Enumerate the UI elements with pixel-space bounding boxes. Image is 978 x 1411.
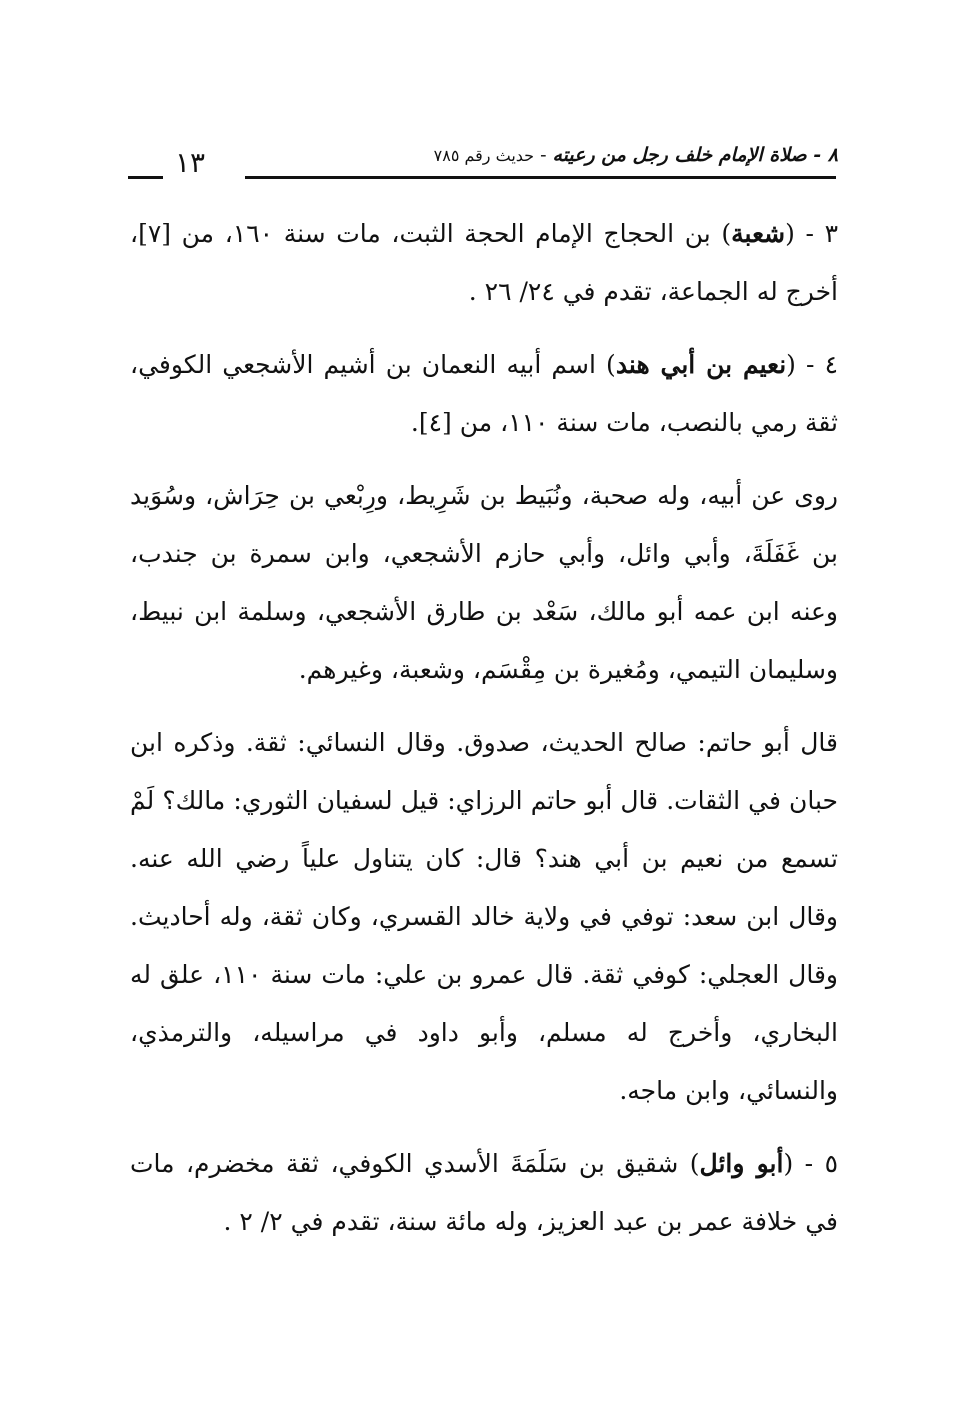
entry-prefix: ٣ - ( [785,219,838,248]
hadith-label: حديث رقم ٧٨٥ [433,146,535,165]
header-rule [245,176,836,179]
entry-prefix: ٥ - ( [783,1149,838,1178]
page-body [130,205,838,1266]
entry-text: اسم أبيه النعمان بن أشيم الأشجعي الكوفي، ثقة رمي بالنصب، مات سنة ١١٠، من [٤]. [130,350,838,437]
entry-suffix: ) [689,1149,700,1178]
chapter-title: ٨ - صلاة الإمام خلف رجل من رعيته [552,144,838,166]
page-number: ١٣ [175,146,206,179]
entry-suffix: ) [721,219,732,248]
narrator-name: نعيم بن أبي هند [615,350,787,379]
running-header [138,138,838,172]
entry-text: بن الحجاج الإمام الحجة الثبت، مات سنة ١٦٠، من [٧]، أخرج له الجماعة، تقدم في ٢٤/ ٢٦ . [130,219,838,306]
narrator-entry-3 [130,205,838,321]
entry-suffix: ) [606,350,616,379]
narrator-name: أبو وائل [699,1149,784,1178]
narrator-entry-4 [130,336,838,452]
narrators-paragraph: روى عن أبيه، وله صحبة، ونُبَيط بن شَرِيط، ورِبْعي بن حِرَاش، وسُوَيد بن غَفَلَةَ، وأبي وائل، وأبي حازم الأشجعي، وابن سمرة بن جندب، وعنه ابن عمه أبو مالك، سَعْد بن طارق الأشجعي، وسلمة ابن نبيط، وسليمان التيمي، ومُغيرة بن مِقْسَم، وشعبة، وغيرهم. [130,481,838,684]
page-number-rule [128,176,163,179]
narrator-name: شعبة [731,219,786,248]
entry-text: شقيق بن سَلَمَةَ الأسدي الكوفي، ثقة مخضرم، مات في خلافة عمر بن عبد العزيز، وله مائة سنة، تقدم في ٢/ ٢ . [130,1149,838,1236]
entry-prefix: ٤ - ( [786,350,838,379]
critics-paragraph: قال أبو حاتم: صالح الحديث، صدوق. وقال النسائي: ثقة. وذكره ابن حبان في الثقات. قال أبو حاتم الرزاي: قيل لسفيان الثوري: مالك؟ لَمْ تسمع من نعيم بن أبي هند؟ قال: كان يتناول علياً رضي الله عنه. وقال ابن سعد: توفي في ولاية خالد القسري، وكان ثقة، وله أحاديث. وقال العجلي: كوفي ثقة. قال عمرو بن علي: مات سنة ١١٠، علق له البخاري، وأخرج له مسلم، وأبو داود في مراسيله، والترمذي، والنسائي، وابن ماجه. [130,728,838,1105]
narrator-entry-5 [130,1135,838,1251]
header-separator: - [540,144,547,166]
